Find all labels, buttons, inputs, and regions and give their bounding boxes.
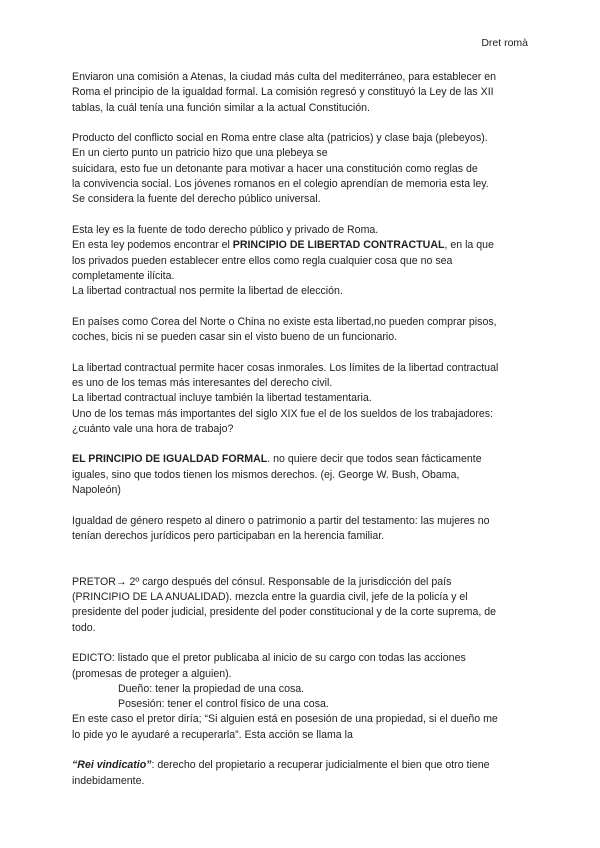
text-line: La libertad contractual permite hacer cosas inmorales. Los límites de la libertad contractual	[72, 361, 499, 374]
text-line: ¿cuánto vale una hora de trabajo?	[72, 422, 234, 435]
text-line: coches, bicis ni se pueden casar sin el visto bueno de un funcionario.	[72, 331, 398, 344]
text-line: Se considera la fuente del derecho público universal.	[72, 193, 321, 206]
text-line: los privados pueden establecer entre ellos como regla cualquier cosa que no sea	[72, 254, 453, 267]
principle-heading-igualdad: EL PRINCIPIO DE IGUALDAD FORMAL	[72, 453, 268, 466]
text-line: tenían derechos jurídicos pero participaban en la herencia familiar.	[72, 529, 385, 542]
text-line: Uno de los temas más importantes del siglo XIX fue el de los sueldos de los trabajadores:	[72, 407, 494, 420]
text-line: En países como Corea del Norte o China no existe esta libertad,no pueden comprar pisos,	[72, 315, 497, 328]
text-line: tablas, la cuál tenía una función similar a la actual Constitución.	[72, 101, 370, 114]
text-run: , en la que	[444, 239, 494, 252]
definition-line-dueno: Dueño: tener la propiedad de una cosa.	[118, 682, 305, 695]
text-line: indebidamente.	[72, 774, 145, 787]
text-line: (promesas de proteger a alguien).	[72, 667, 232, 680]
text-line: La libertad contractual nos permite la libertad de elección.	[72, 285, 343, 298]
text-line: Enviaron una comisión a Atenas, la ciudad más culta del mediterráneo, para establecer en	[72, 71, 496, 83]
principle-heading-libertad: PRINCIPIO DE LIBERTAD CONTRACTUAL	[232, 239, 445, 252]
text-line: Producto del conflicto social en Roma entre clase alta (patricios) y clase baja (plebeyos).	[72, 132, 488, 145]
term-rei-vindicatio: “Rei vindicatio”	[72, 759, 152, 772]
text-line: En este caso el pretor diría; “Si alguien está en posesión de una propiedad, si el dueño me	[72, 713, 498, 726]
text-line: (PRINCIPIO DE LA ANUALIDAD). mezcla entre la guardia civil, jefe de la policía y el	[72, 591, 468, 604]
document-body	[72, 70, 532, 789]
text-line: PRETOR→ 2º cargo después del cónsul. Responsable de la jurisdicción del país	[72, 575, 452, 588]
text-line: En un cierto punto un patricio hizo que una plebeya se	[72, 147, 328, 160]
page-header-title: Dret romà	[481, 37, 528, 49]
text-line: iguales, sino que todos tienen los mismos derechos. (ej. George W. Bush, Obama,	[72, 468, 460, 481]
text-run: En esta ley podemos encontrar el	[72, 239, 233, 252]
text-line	[72, 452, 532, 467]
text-line: Igualdad de género respeto al dinero o patrimonio a partir del testamento: las mujeres no	[72, 514, 490, 527]
text-line: presidente del poder judicial, presidente del poder constitucional y de la corte suprema, de	[72, 606, 497, 619]
text-line	[72, 238, 532, 253]
text-line: Napoleón)	[72, 484, 121, 497]
text-line	[72, 758, 532, 773]
text-line: completamente ilícita.	[72, 269, 175, 282]
definition-line-posesion: Posesión: tener el control físico de una cosa.	[118, 698, 329, 711]
text-line: Esta ley es la fuente de todo derecho público y privado de Roma.	[72, 223, 379, 236]
text-run: . no quiere decir que todos sean fácticamente	[267, 453, 482, 466]
text-run: : derecho del propietario a recuperar judicialmente el bien que otro tiene	[151, 759, 490, 772]
text-line: la convivencia social. Los jóvenes romanos en el colegio aprendían de memoria esta ley.	[72, 178, 489, 191]
text-line: lo pide yo le ayudaré a recuperarla”. Esta acción se llama la	[72, 728, 353, 741]
text-line: todo.	[72, 621, 96, 634]
text-line: EDICTO: listado que el pretor publicaba al inicio de su cargo con todas las acciones	[72, 652, 466, 665]
text-line: suicidara, esto fue un detonante para motivar a hacer una constitución como reglas de	[72, 162, 478, 175]
text-line: es uno de los temas más interesantes del derecho civil.	[72, 376, 333, 389]
text-line: La libertad contractual incluye también la libertad testamentaria.	[72, 392, 372, 405]
text-line: Roma el principio de la igualdad formal. La comisión regresó y constituyó la Ley de las XII	[72, 86, 494, 99]
